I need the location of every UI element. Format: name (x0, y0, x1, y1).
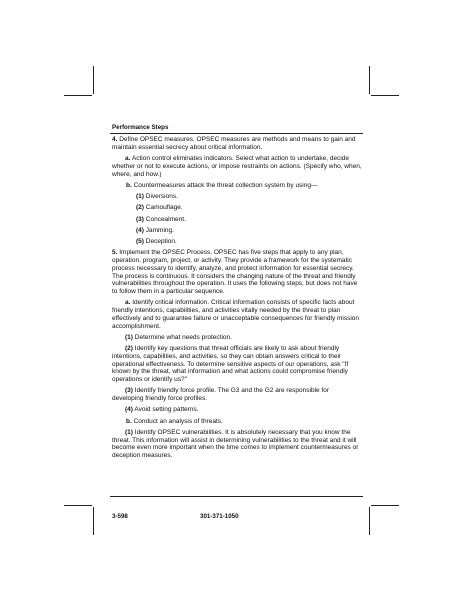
crop-mark (64, 505, 92, 506)
header-rule (110, 133, 363, 134)
step-4b: b. Countermeasures attack the threat collection system by using— (126, 181, 318, 189)
page-body (112, 136, 362, 460)
list-item: (5) Deception. (136, 238, 177, 245)
step-5a1: (1) Determine what needs protection. (125, 333, 232, 341)
crop-mark (64, 95, 92, 96)
footer-rule (110, 496, 363, 497)
step-5: 5. Implement the OPSEC Process. OPSEC has five steps that apply to any plan, operation, program, project, or activity. They provide a framework for the systematic process necessary to identify, analyze, and protect information for essential secrecy. The process is continuous. It considers the changing nature of the threat and friendly vulnerabilities throughout the operation. It uses the following steps, but does not have to follow them in a particular sequence. (112, 249, 358, 295)
crop-mark (93, 507, 94, 535)
section-header: Performance Steps (112, 124, 169, 131)
crop-mark (371, 505, 399, 506)
step-4: 4. Define OPSEC measures. OPSEC measures are methods and means to gain and maintain essential secrecy about critical information. (112, 136, 356, 151)
list-item: (4) Jamming. (136, 226, 174, 234)
step-5b1: (1) Identify OPSEC vulnerabilities. It is absolutely necessary that you know the threat. This information will assist in determining vulnerabilities to the threat and it will become even more important when the time comes to implement countermeasures or deception measures. (112, 428, 359, 459)
step-5b: b. Conduct an analysis of threats. (126, 417, 223, 425)
step-5a: a. Identify critical information. Critical information consists of specific facts about friendly intentions, capabilities, and activities vitally needed by the threat to plan effectively and to guarantee failure or unacceptable consequences for friendly mission accomplishment. (112, 299, 360, 330)
step-4a: a. Action control eliminates indicators. Select what action to undertake, decide whether or not to execute actions, or impose restraints on actions. (Specify who, when, where, and how.) (112, 155, 362, 178)
document-number: 301-371-1050 (200, 513, 239, 520)
crop-mark (369, 507, 370, 535)
step-5a2: (2) Identify key questions that threat officials are likely to ask about friendly intentions, capabilities, and activities, so they can obtain answers critical to their operational effectiveness. To determine sensitive aspects of our operations, ask "If known by the threat, what information and what actions could compromise friendly operations or identify us?" (112, 345, 349, 383)
list-item: (3) Concealment. (136, 215, 186, 223)
step-5a3: (3) Identify friendly force profile. The G3 and the G2 are responsible for developing friendly force profiles. (112, 387, 330, 402)
page-number: 3-598 (112, 513, 128, 520)
step-5a4: (4) Avoid setting patterns. (125, 406, 199, 414)
list-item: (2) Camouflage. (136, 204, 183, 212)
crop-mark (93, 66, 94, 94)
crop-mark (371, 95, 399, 96)
crop-mark (369, 66, 370, 94)
list-item: (1) Diversions. (136, 193, 178, 200)
